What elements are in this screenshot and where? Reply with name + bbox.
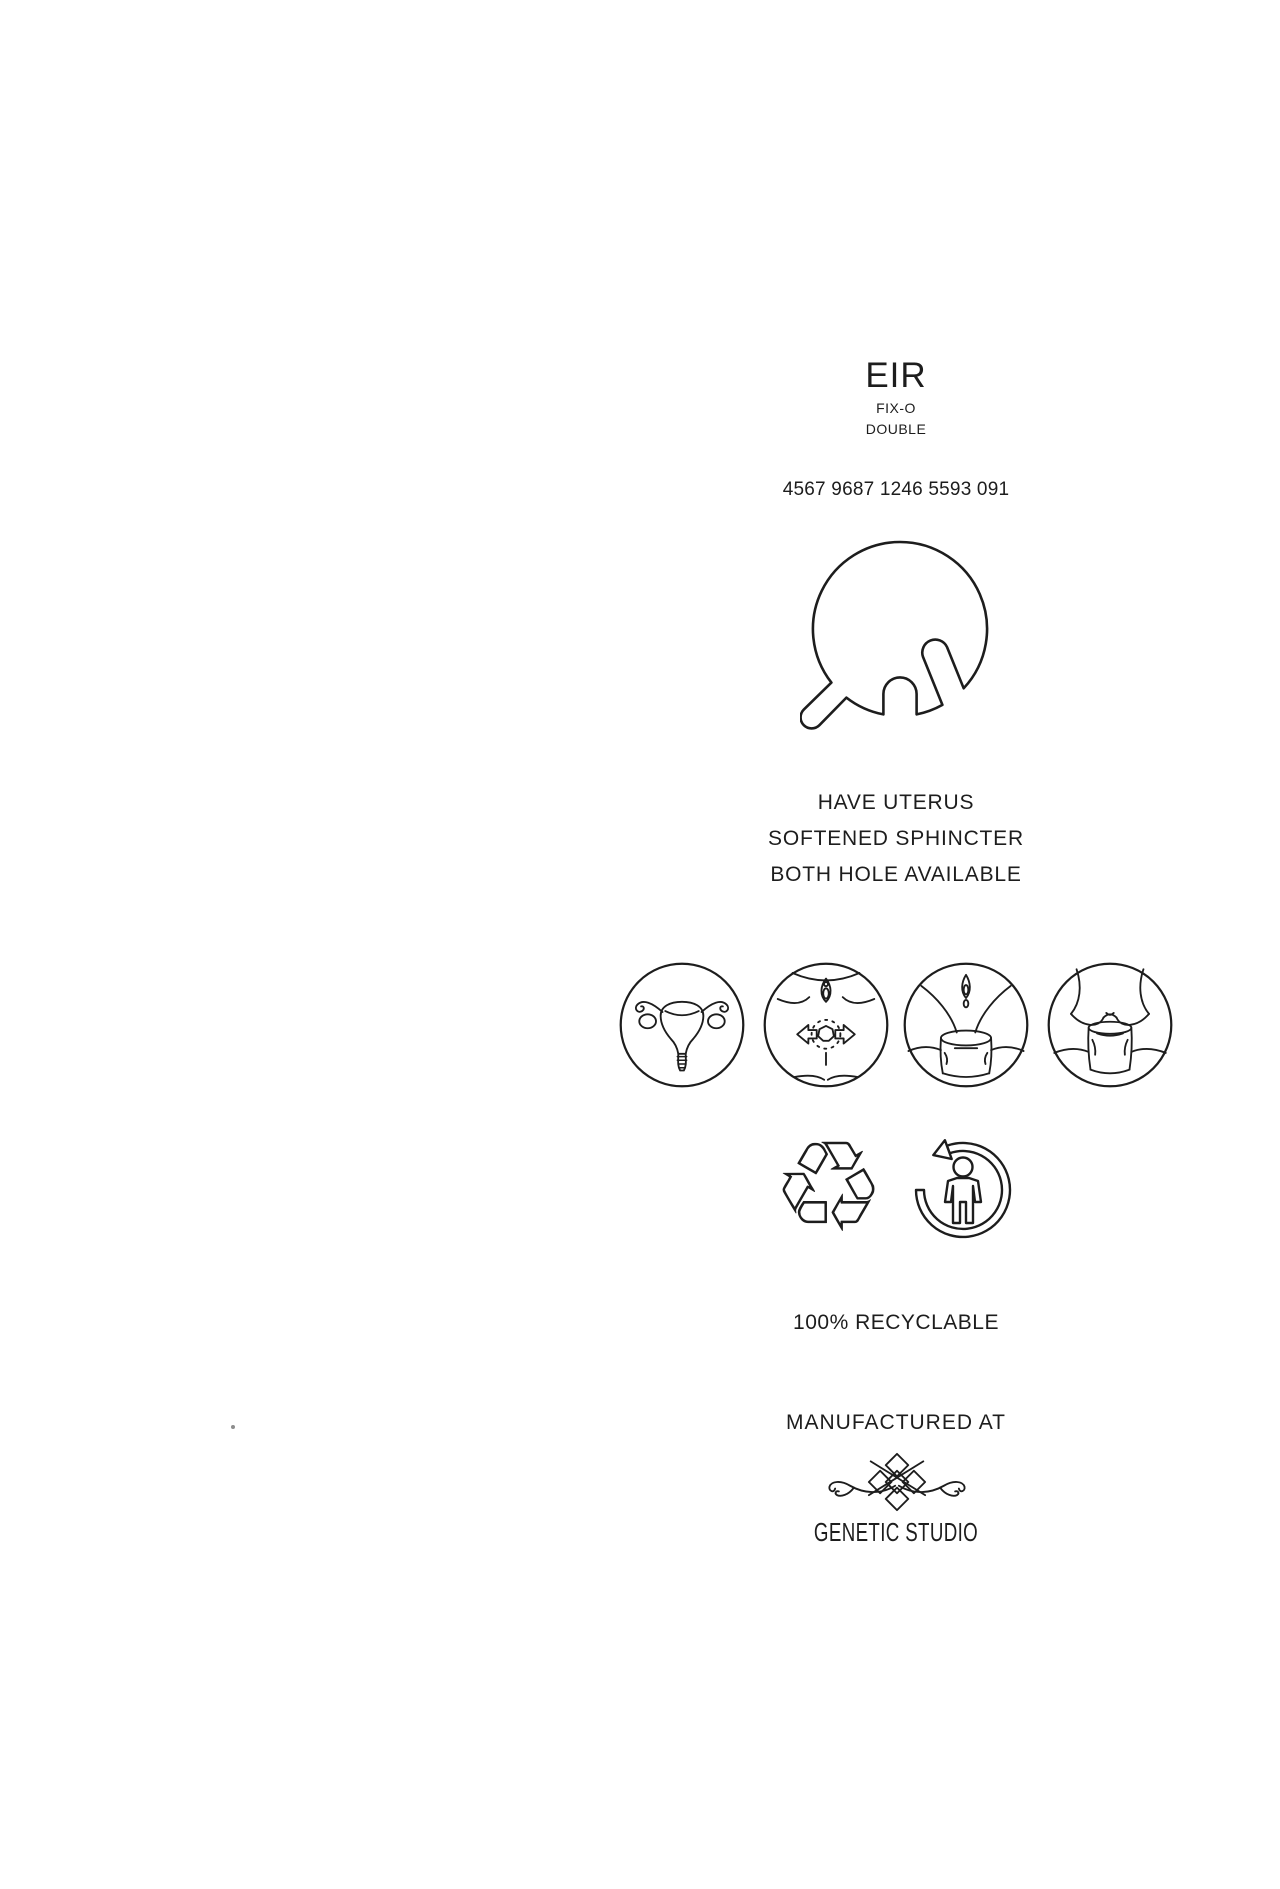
care-person-icon <box>893 1120 1033 1260</box>
scan-speck <box>231 1425 235 1429</box>
recyclable-note: 100% RECYCLABLE <box>793 1311 999 1334</box>
feature-line: SOFTENED SPHINCTER <box>768 827 1024 850</box>
serial-code: 4567 9687 1246 5593 091 <box>782 479 1010 500</box>
brand-title: EIR <box>865 356 927 395</box>
tag-shape-icon <box>800 534 1000 734</box>
product-line: FIX-O <box>876 400 916 416</box>
feature-line: BOTH HOLE AVAILABLE <box>770 863 1022 886</box>
manufactured-at-label: MANUFACTURED AT <box>786 1411 1006 1434</box>
variant-label: DOUBLE <box>865 421 927 437</box>
recycle-icon: ♲ <box>772 1114 885 1261</box>
studio-ornament-logo <box>822 1447 972 1517</box>
vaginal-access-diagram-icon <box>901 960 1031 1090</box>
feature-list <box>596 785 1196 893</box>
studio-name <box>596 1517 1196 1549</box>
studio-name-text: GENETIC STUDIO <box>813 1517 979 1547</box>
label-column <box>596 0 1196 1889</box>
anal-access-diagram-icon <box>1045 960 1175 1090</box>
sphincter-stretch-diagram-icon <box>761 960 891 1090</box>
uterus-diagram-icon <box>617 960 747 1090</box>
feature-line: HAVE UTERUS <box>817 791 975 814</box>
